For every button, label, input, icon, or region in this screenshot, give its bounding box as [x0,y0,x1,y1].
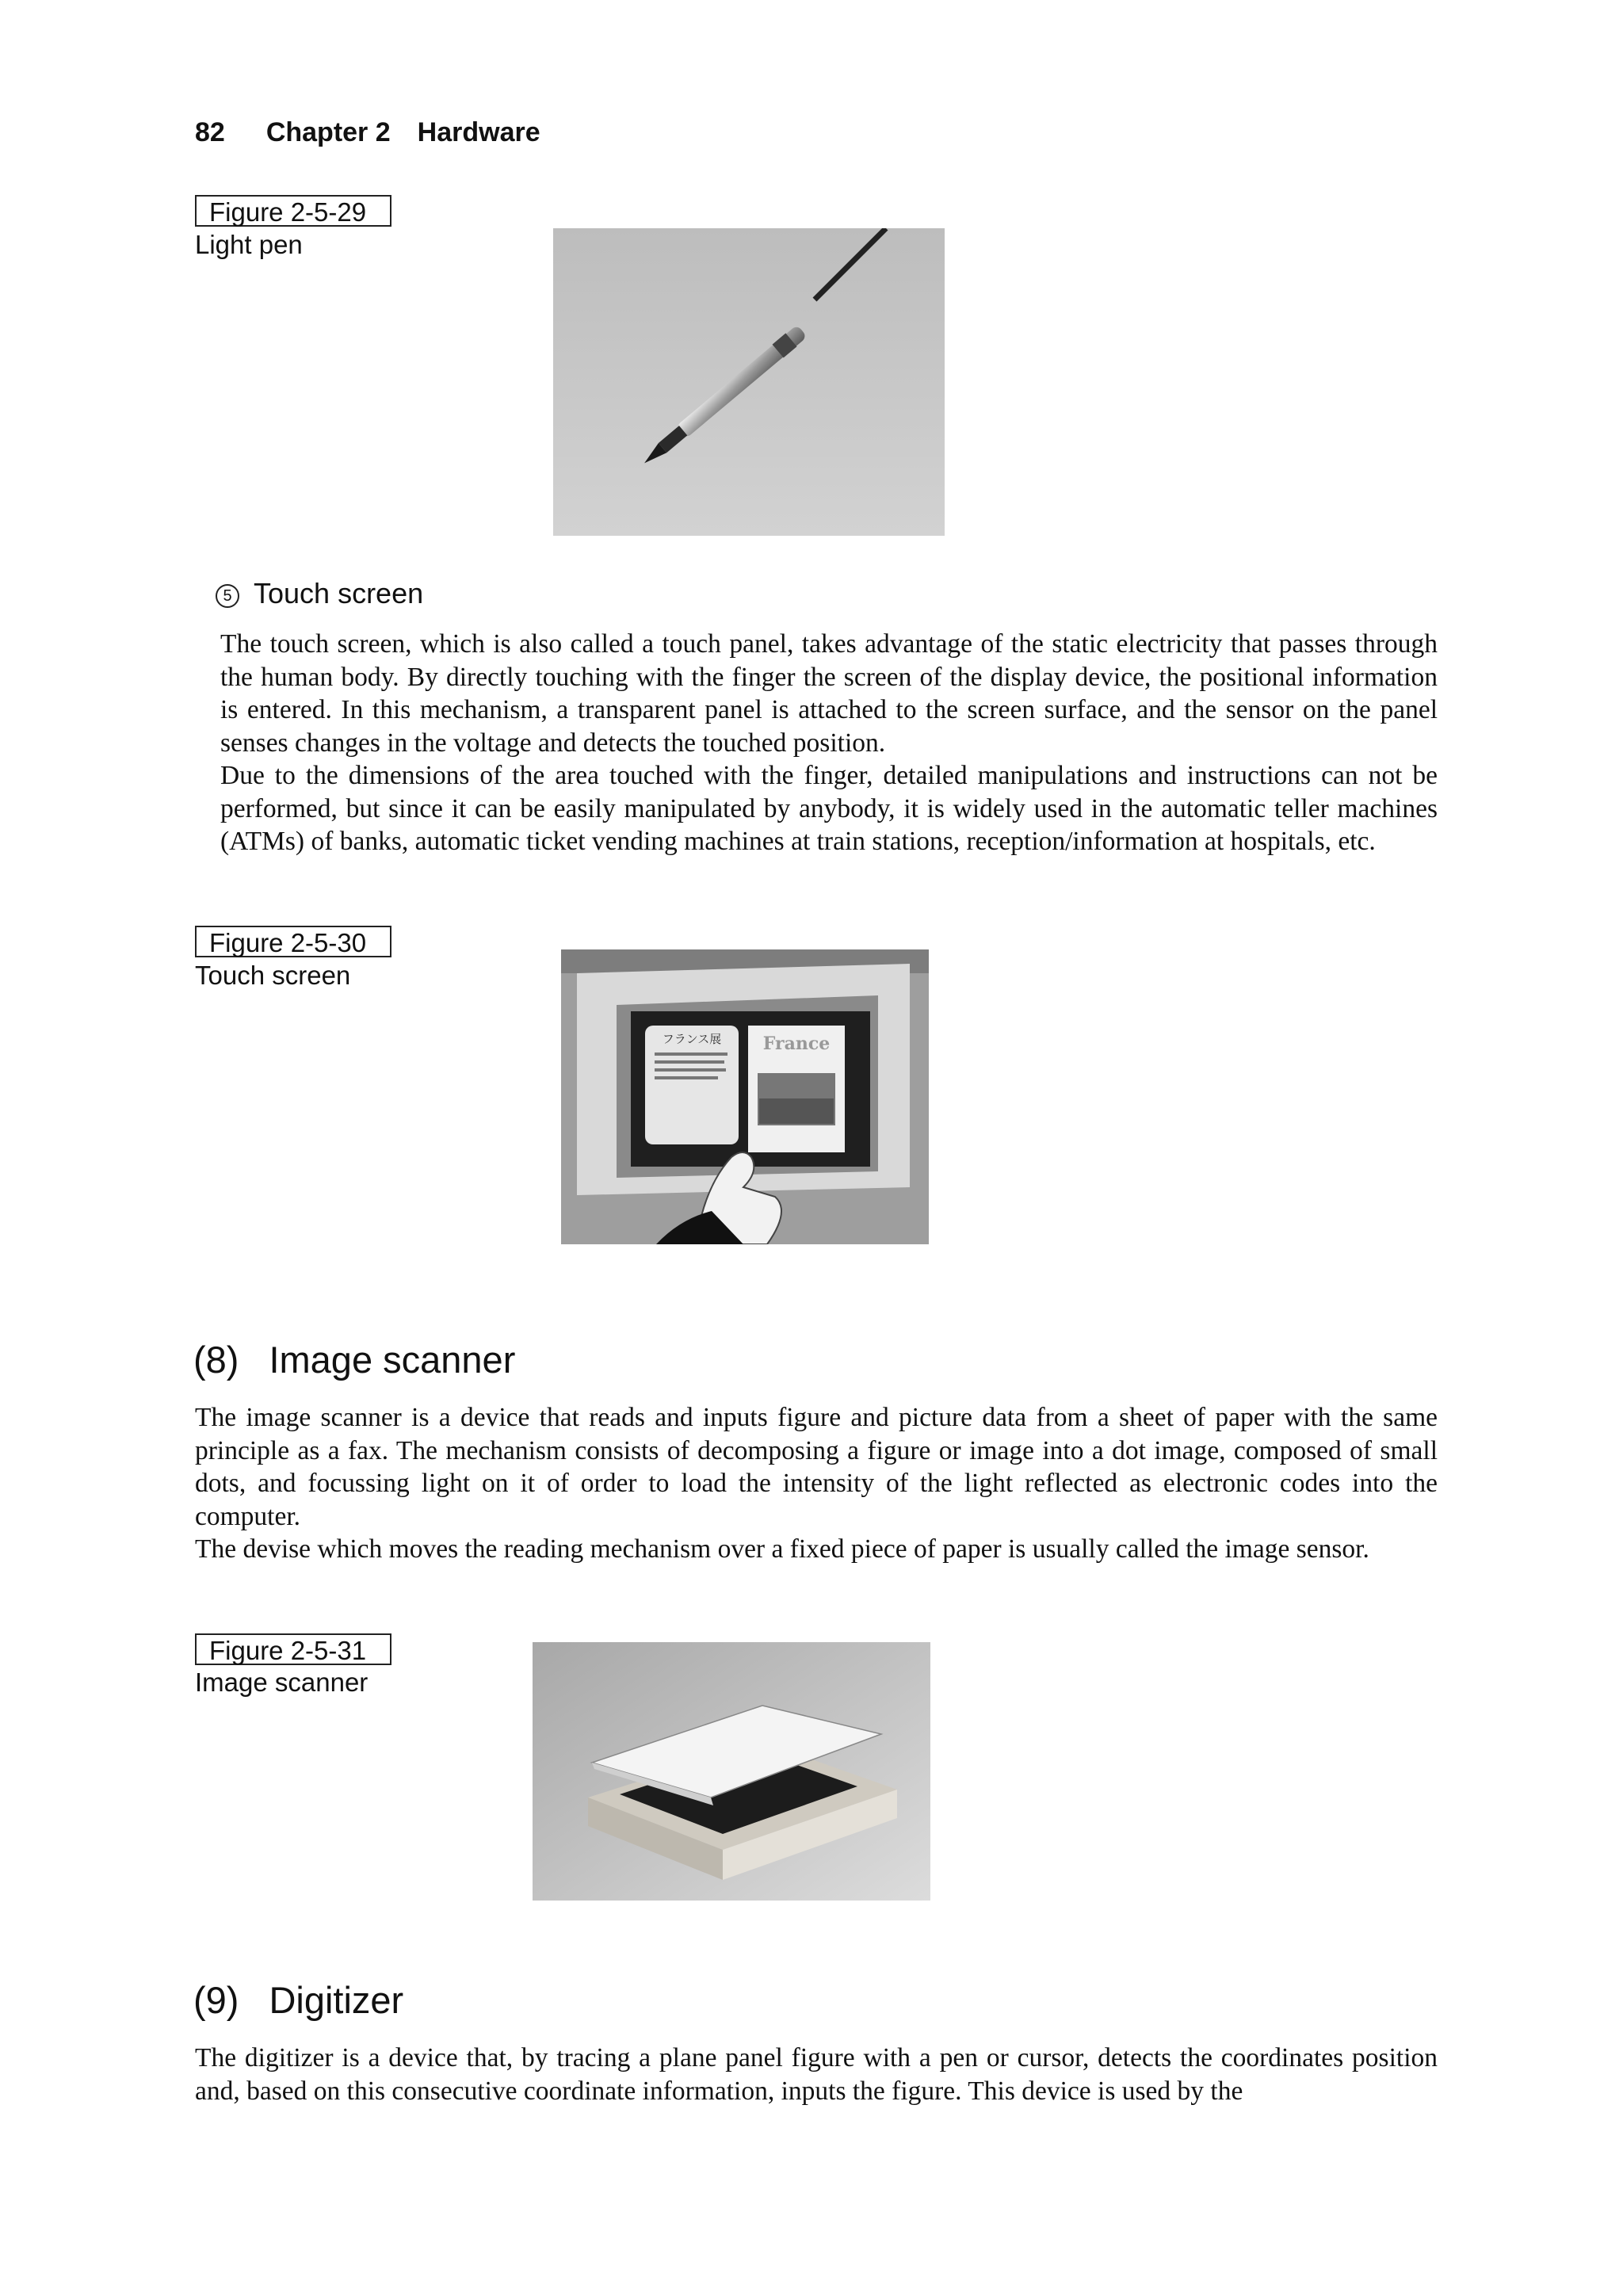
screen-france-text: France [762,1033,831,1054]
figure-caption-touch-screen: Touch screen [195,961,351,990]
image-scanner-title: Image scanner [269,1339,516,1381]
digitizer-title: Digitizer [269,1979,404,2021]
chapter-title: Hardware [417,117,540,147]
figure-label-touch-screen: Figure 2-5-30 [195,926,391,957]
screen-japanese-text: フランス展 [662,1032,722,1046]
image-scanner-photo [533,1642,930,1901]
figure-label-light-pen: Figure 2-5-29 [195,195,391,227]
chapter-label: Chapter 2 [265,117,391,147]
section-number-9: (9) [193,1979,239,2021]
touch-screen-paragraph-1: The touch screen, which is also called a touch panel, takes advantage of the static electricity that passes through the human body. By directly touching with the finger the screen of the display device, the positional information is entered. In this mechanism, a transparent panel is attached to the screen surface, and the sensor on the panel senses changes in the voltage and detects the touched position. [220,629,1438,758]
touch-screen-heading [216,577,423,610]
image-scanner-heading [193,1338,515,1381]
figure-label-image-scanner: Figure 2-5-31 [195,1633,391,1665]
digitizer-paragraph-1: The digitizer is a device that, by tracing a plane panel figure with a pen or cursor, detects the coordinates position and, based on this consecutive coordinate information, inputs the figure. This device is used by the [195,2043,1438,2106]
figure-caption-light-pen: Light pen [195,230,303,259]
touch-screen-photo [561,949,929,1244]
circled-number-marker: 5 [216,584,239,608]
image-scanner-paragraph-1: The image scanner is a device that reads and inputs figure and picture data from a sheet of paper with the same principle as a fax. The mechanism consists of decomposing a figure or image into a dot image, composed of small dots, and focussing light on it of order to load the intensity of the light reflected as electronic codes into the computer. [195,1403,1438,1531]
touch-screen-title: Touch screen [254,577,424,609]
figure-caption-image-scanner: Image scanner [195,1668,369,1697]
image-scanner-paragraph-2: The devise which moves the reading mechanism over a fixed piece of paper is usually called the image sensor. [195,1534,1369,1564]
touch-screen-paragraph-2: Due to the dimensions of the area touched with the finger, detailed manipulations and instructions can not be performed, but since it can be easily manipulated by anybody, it is widely used in the automatic teller machines (ATMs) of banks, automatic ticket vending machines at train stations, reception/information at hospitals, etc. [220,761,1438,856]
digitizer-heading [193,1978,403,2022]
section-number-8: (8) [193,1339,239,1381]
light-pen-photo [553,228,945,536]
running-header [195,117,540,148]
page-number: 82 [195,117,225,147]
